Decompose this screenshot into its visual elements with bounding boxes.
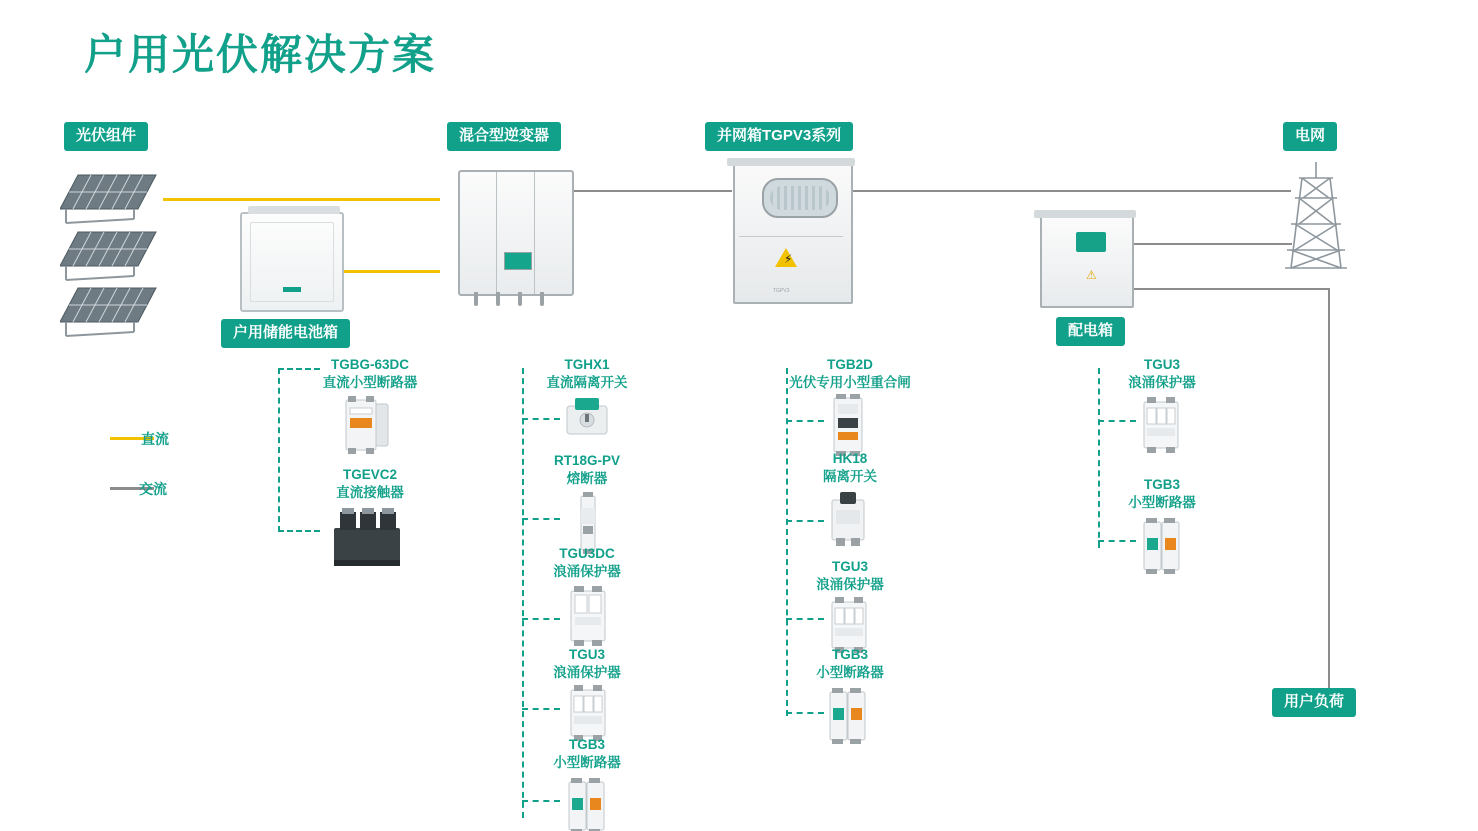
wire-dc-pv-to-inverter (163, 198, 440, 201)
connector-inverter-part-3 (522, 618, 560, 620)
warning-glyph: ⚡ (784, 252, 793, 266)
inverter-connector-1 (474, 292, 478, 306)
connector-inverter-part-2 (522, 518, 560, 520)
inverter-display (504, 252, 532, 270)
inverter-seam-2 (534, 172, 535, 294)
part-label-rt18gpv: RT18G-PV 熔断器 (553, 453, 621, 487)
distribution-box-top (1034, 210, 1136, 218)
device-tghx1 (563, 396, 611, 445)
inverter-connector-4 (540, 292, 544, 306)
connector-battery-part-2 (278, 530, 320, 532)
connector-distribution-part-2 (1098, 540, 1136, 542)
part-label-tgb2d: TGB2D 光伏专用小型重合闸 (789, 357, 911, 391)
part-label-tgu3-inverter: TGU3 浪涌保护器 (553, 647, 621, 681)
connector-battery-column (278, 368, 280, 532)
device-tgb3-gridbox (824, 688, 874, 749)
label-pv-modules: 光伏组件 (64, 122, 148, 151)
legend-ac-label: 交流 (139, 481, 167, 497)
device-tgbg63dc (338, 396, 394, 459)
connector-inverter-part-4 (522, 708, 560, 710)
inverter-connector-2 (496, 292, 500, 306)
connector-inverter-part-5 (522, 800, 560, 802)
part-label-tgb3-inverter: TGB3 小型断路器 (553, 737, 621, 771)
distribution-warning-icon: ⚠ (1086, 268, 1097, 282)
wire-ac-load-drop (1328, 288, 1330, 688)
battery-status-led (283, 287, 301, 292)
part-label-tghx1: TGHX1 直流隔离开关 (546, 357, 628, 391)
wire-ac-distbox-to-load (1130, 288, 1330, 290)
label-battery-box: 户用储能电池箱 (221, 319, 350, 348)
connector-gridbox-part-2 (786, 520, 824, 522)
device-tgb3-distribution (1138, 518, 1188, 579)
battery-box-top (248, 206, 340, 214)
part-label-tgb3-distribution: TGB3 小型断路器 (1128, 477, 1196, 511)
grid-box-divider (739, 236, 843, 237)
label-grid-box: 并网箱TGPV3系列 (705, 122, 853, 151)
connector-gridbox-part-1 (786, 420, 824, 422)
part-label-hk18: HK18 隔离开关 (823, 451, 877, 485)
part-label-tgevc2: TGEVC2 直流接触器 (336, 467, 404, 501)
device-tgb3-inverter (563, 778, 613, 831)
connector-inverter-part-1 (522, 418, 560, 420)
device-tgevc2 (330, 506, 404, 573)
grid-box-caption: TGPV3 (773, 288, 790, 294)
wire-ac-gridbox-to-grid (848, 190, 1291, 192)
label-distribution-box: 配电箱 (1056, 317, 1125, 346)
distribution-box-artwork (1040, 216, 1134, 308)
device-tgu3-distribution (1138, 396, 1184, 459)
part-label-tgu3-distribution: TGU3 浪涌保护器 (1128, 357, 1196, 391)
warning-icon (775, 248, 797, 267)
battery-box-artwork (240, 212, 344, 312)
distribution-box-display (1076, 232, 1106, 252)
label-grid: 电网 (1283, 122, 1337, 151)
grid-box-window (762, 178, 838, 218)
transmission-tower-artwork (1277, 158, 1355, 281)
connector-distribution-part-1 (1098, 420, 1136, 422)
device-hk18 (826, 490, 870, 553)
connector-gridbox-part-3 (786, 618, 824, 620)
part-label-tgb3-gridbox: TGB3 小型断路器 (816, 647, 884, 681)
connector-distribution-column (1098, 368, 1100, 548)
wire-dc-battery-to-inverter (338, 270, 440, 273)
device-tgu3dc (565, 585, 611, 652)
grid-box-top (727, 158, 855, 166)
part-label-tgbg63dc: TGBG-63DC 直流小型断路器 (322, 357, 418, 391)
part-label-tgu3dc: TGU3DC 浪涌保护器 (553, 546, 621, 580)
inverter-seam-1 (496, 172, 497, 294)
label-user-load: 用户负荷 (1272, 688, 1356, 717)
label-inverter: 混合型逆变器 (447, 122, 561, 151)
wire-ac-inverter-to-gridbox (572, 190, 732, 192)
connector-gridbox-part-4 (786, 712, 824, 714)
wire-ac-distbox-to-grid (1130, 243, 1292, 245)
inverter-artwork (458, 170, 574, 296)
legend-dc-label: 直流 (141, 431, 169, 447)
inverter-connector-3 (518, 292, 522, 306)
pv-panel-3 (60, 278, 170, 345)
part-label-tgu3-gridbox: TGU3 浪涌保护器 (816, 559, 884, 593)
page-title: 户用光伏解决方案 (84, 31, 437, 78)
